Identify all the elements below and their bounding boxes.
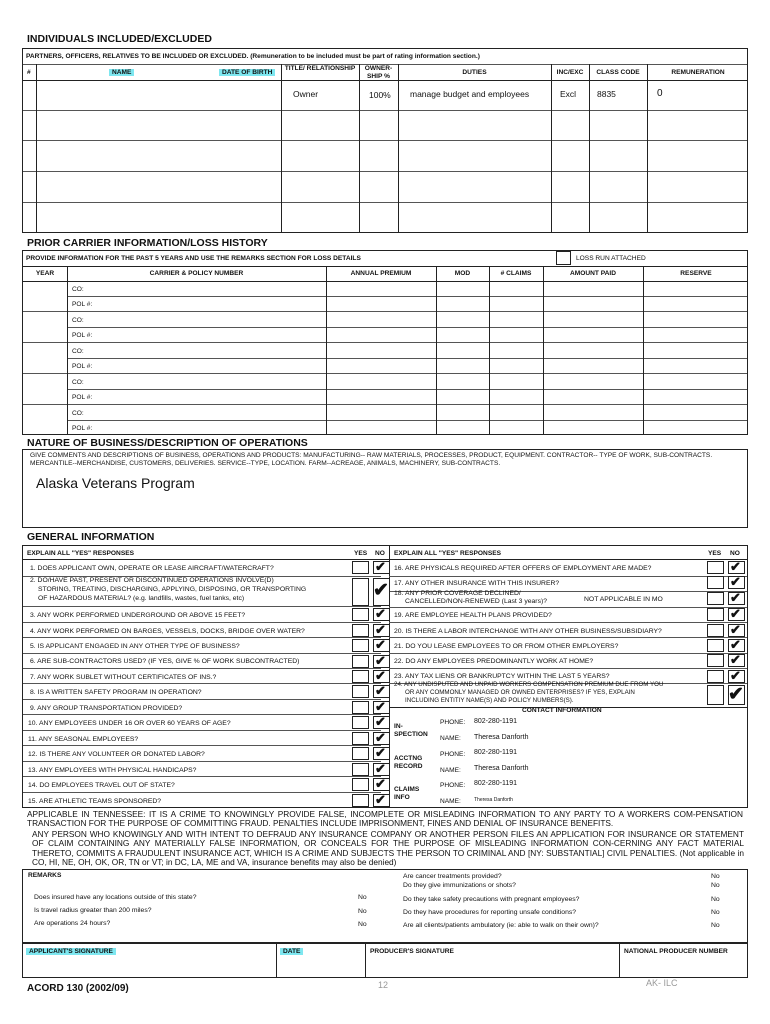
q1-yes-checkbox[interactable] [352, 561, 369, 574]
remark-2-answer: No [358, 908, 367, 915]
remark-3-answer: No [358, 921, 367, 928]
form-code: AK- ILC [646, 978, 678, 988]
q10-label: 10. ANY EMPLOYEES UNDER 16 OR OVER 60 YEARS OF AGE? [28, 720, 231, 727]
q10-yes-checkbox[interactable] [352, 716, 369, 729]
prior-carrier-title: PRIOR CARRIER INFORMATION/LOSS HISTORY [27, 237, 268, 249]
q3-yes-checkbox[interactable] [352, 608, 369, 621]
producer-signature-field[interactable] [370, 958, 610, 976]
row5-pol-label: POL #: [72, 425, 93, 432]
applicant-signature-field[interactable] [30, 958, 270, 976]
q24-label-c: INCLUDING ENTITIY NAME(S) AND POLICY NUMBERS(S). [405, 697, 574, 704]
accounting-name-label: NAME: [440, 767, 461, 774]
row1-title-field[interactable]: Owner [293, 89, 319, 99]
q4-no-checkmark: ✔ [375, 622, 386, 637]
row1-remuneration-field[interactable]: 0 [657, 88, 663, 99]
prior-note: PROVIDE INFORMATION FOR THE PAST 5 YEARS AND USE THE REMARKS SECTION FOR LOSS DETAILS [26, 255, 361, 262]
q13-no-checkmark: ✔ [375, 761, 386, 776]
inspection-label-b: SPECTION [394, 731, 428, 738]
accounting-phone-label: PHONE: [440, 751, 466, 758]
accounting-label-b: RECORD [394, 763, 423, 770]
q15-no-checkmark: ✔ [375, 792, 386, 807]
remark-3: Are operations 24 hours? [34, 920, 111, 927]
q7-yes-checkbox[interactable] [352, 670, 369, 683]
no-right: NO [730, 550, 740, 557]
row1-incexc-field[interactable]: Excl [560, 89, 577, 99]
q3-label: 3. ANY WORK PERFORMED UNDERGROUND OR ABOVE 15 FEET? [30, 612, 246, 619]
remark-5: Do they give immunizations or shots? [403, 882, 516, 889]
q16-label: 16. ARE PHYSICALS REQUIRED AFTER OFFERS OF EMPLOYMENT ARE MADE? [394, 565, 652, 572]
q20-yes-checkbox[interactable] [707, 624, 724, 637]
claims-phone-field[interactable]: 802-280-1191 [474, 780, 518, 787]
contact-title: CONTACT INFORMATION [522, 707, 602, 714]
q5-label: 5. IS APPLICANT ENGAGED IN ANY OTHER TYPE OF BUSINESS? [30, 643, 240, 650]
q12-label: 12. IS THERE ANY VOLUNTEER OR DONATED LABOR? [28, 751, 205, 758]
q20-no-checkmark: ✔ [730, 622, 741, 637]
col-amount-paid: AMOUNT PAID [569, 270, 617, 277]
remark-1-answer: No [358, 894, 367, 901]
remark-8: Are all clients/patients ambulatory (ie: able to walk on their own)? [403, 922, 599, 929]
q18-note: NOT APPLICABLE IN MO [584, 596, 663, 603]
col-num: # [27, 69, 31, 76]
q9-yes-checkbox[interactable] [352, 701, 369, 714]
row2-pol-label: POL #: [72, 332, 93, 339]
q2-yes-checkbox[interactable] [352, 578, 369, 606]
explain-left: EXPLAIN ALL "YES" RESPONSES [27, 550, 135, 557]
q5-no-checkmark: ✔ [375, 637, 386, 652]
q6-no-checkmark: ✔ [375, 653, 386, 668]
general-title: GENERAL INFORMATION [27, 531, 155, 543]
row2-co-label: CO: [72, 317, 84, 324]
remark-4-answer: No [711, 873, 720, 880]
q15-yes-checkbox[interactable] [352, 794, 369, 807]
q4-label: 4. ANY WORK PERFORMED ON BARGES, VESSELS, DOCKS, BRIDGE OVER WATER? [30, 628, 305, 635]
q18-yes-checkbox[interactable] [707, 592, 724, 605]
q1-no-checkmark: ✔ [375, 559, 386, 574]
q7-label: 7. ANY WORK SUBLET WITHOUT CERTIFICATES OF INS.? [30, 674, 217, 681]
q23-label: 23. ANY TAX LIENS OR BANKRUPTCY WITHIN THE LAST 5 YEARS? [394, 673, 610, 680]
q3-no-checkmark: ✔ [375, 606, 386, 621]
q15-label: 15. ARE ATHLETIC TEAMS SPONSORED? [28, 798, 162, 805]
q10-no-checkmark: ✔ [375, 714, 386, 729]
remark-6-answer: No [711, 896, 720, 903]
remarks-box [22, 869, 748, 943]
individuals-note: PARTNERS, OFFICERS, RELATIVES TO BE INCLUDED OR EXCLUDED. (Remuneration to be included must be part of rating information section.) [26, 53, 480, 60]
col-premium: ANNUAL PREMIUM [350, 270, 412, 277]
col-incexc: INC/EXC [556, 69, 584, 76]
producer-signature-label: PRODUCER'S SIGNATURE [370, 948, 454, 955]
q19-label: 19. ARE EMPLOYEE HEALTH PLANS PROVIDED? [394, 612, 552, 619]
remark-5-answer: No [711, 882, 720, 889]
col-remuneration: REMUNERATION [671, 69, 725, 76]
q2-label-a: 2. DO/HAVE PAST, PRESENT OR DISCONTINUED OPERATIONS INVOLVE(D) [30, 577, 274, 584]
remark-4: Are cancer treatments provided? [403, 873, 502, 880]
q16-no-checkmark: ✔ [730, 559, 741, 574]
inspection-phone-label: PHONE: [440, 719, 466, 726]
q9-no-checkmark: ✔ [375, 699, 386, 714]
q23-yes-checkbox[interactable] [707, 670, 724, 683]
q18-label-b: CANCELLED/NON-RENEWED (Last 3 years)? [405, 598, 548, 605]
q8-label: 8. IS A WRITTEN SAFETY PROGRAM IN OPERATION? [30, 689, 202, 696]
q2-label-c: OF HAZARDOUS MATERIAL? (e.g. landfills, wastes, fuel tanks, etc) [38, 595, 245, 602]
q20-label: 20. IS THERE A LABOR INTERCHANGE WITH ANY OTHER BUSINESS/SUBSIDIARY? [394, 628, 662, 635]
col-carrier: CARRIER & POLICY NUMBER [149, 270, 244, 277]
q24-label-a: 24. ANY UNDISPUTED AND UNPAID WORKERS COMPENSATION PREMIUM DUE FROM YOU [394, 681, 664, 688]
applicant-signature-label: APPLICANT'S SIGNATURE [26, 948, 116, 955]
inspection-name-label: NAME: [440, 735, 461, 742]
col-claims: # CLAIMS [500, 270, 532, 277]
q12-no-checkmark: ✔ [375, 745, 386, 760]
q11-label: 11. ANY SEASONAL EMPLOYEES? [28, 736, 139, 743]
inspection-phone-field[interactable]: 802-280-1191 [474, 718, 518, 725]
q16-yes-checkbox[interactable] [707, 561, 724, 574]
page-number: 12 [378, 980, 389, 990]
q24-yes-checkbox[interactable] [707, 685, 724, 705]
row5-co-label: CO: [72, 410, 84, 417]
remark-8-answer: No [711, 922, 720, 929]
row1-classcode-field[interactable]: 8835 [597, 89, 616, 99]
npn-label: NATIONAL PRODUCER NUMBER [624, 948, 728, 955]
form-id: ACORD 130 (2002/09) [27, 983, 129, 994]
remark-7-answer: No [711, 909, 720, 916]
col-dob: DATE OF BIRTH [219, 69, 275, 76]
remark-6: Do they take safety precautions with pregnant employees? [403, 896, 580, 903]
inspection-label-a: IN- [394, 723, 403, 730]
nature-box [22, 449, 748, 528]
q13-yes-checkbox[interactable] [352, 763, 369, 776]
fraud-warning: ANY PERSON WHO KNOWINGLY AND WITH INTENT TO DEFRAUD ANY INSURANCE COMPANY OR ANOTHER PERSON FILES AN APPLICATION FOR INSURANCE OR STATEMENT OF CLAIM CONTAINING ANY MATERIALLY FALSE INFORMATION, OR CONCEALS FOR THE PURPOSE OF MISLEADING INFORMATION CON-CERNING ANY FACT MATERIAL THERETO, COMMITS A FRAUDULENT INSURANCE ACT, WHICH IS A CRIME AND SUBJECTS THE PERSON TO CRIMINAL AND [NY: SUBSTANTIAL] CIVIL PENALTIES. (Not applicable in CO, HI, NE, OH, OK, OR, TN or VT; in DC, LA, ME and VA, insurance benefits may also be denied) [32, 829, 744, 868]
inspection-name-field[interactable]: Theresa Danforth [474, 734, 529, 741]
q24-label-b: OR ANY COMMONLY MANAGED OR OWNED ENTERPRISES? IF YES, EXPLAIN [405, 689, 635, 696]
q6-label: 6. ARE SUB-CONTRACTORS USED? (IF YES, GIVE % OF WORK SUBCONTRACTED) [30, 658, 300, 665]
q18-no-checkmark: ✔ [730, 590, 741, 605]
q22-no-checkmark: ✔ [730, 652, 741, 667]
loss-run-label: LOSS RUN ATTACHED [576, 255, 646, 262]
col-duties: DUTIES [462, 69, 487, 76]
nature-note: GIVE COMMENTS AND DESCRIPTIONS OF BUSINESS, OPERATIONS AND PRODUCTS: MANUFACTURING-- RAW MATERIALS, PROCESSES, PRODUCT, EQUIPMENT. CONTRACTOR-- TYPE OF WORK, SUB-CONTRACTS. MERCANTILE--MERCHANDISE, CUSTOMERS, DELIVERIES. SERVICE--TYPE, LOCATION. FARM--ACREAGE, ANIMALS, MACHINERY, SUB-CONTRACTS. [30, 452, 713, 467]
q9-label: 9. ANY GROUP TRANSPORTATION PROVIDED? [30, 705, 183, 712]
accounting-label-a: ACCTNG [394, 755, 423, 762]
row3-pol-label: POL #: [72, 363, 93, 370]
q13-label: 13. ANY EMPLOYEES WITH PHYSICAL HANDICAPS? [28, 767, 197, 774]
row4-pol-label: POL #: [72, 394, 93, 401]
col-mod: MOD [454, 270, 471, 277]
q19-no-checkmark: ✔ [730, 606, 741, 621]
q4-yes-checkbox[interactable] [352, 624, 369, 637]
row1-duties-field[interactable]: manage budget and employees [410, 89, 530, 99]
q2-no-checkmark: ✔ [373, 580, 389, 601]
col-year: YEAR [35, 270, 55, 277]
claims-label-b: INFO [394, 794, 410, 801]
tennessee-warning: APPLICABLE IN TENNESSEE: IT IS A CRIME TO KNOWINGLY PROVIDE FALSE, INCOMPLETE OR MISLEADING INFORMATION TO ANY PARTY TO A WORKERS COM-PENSATION TRANSACTION FOR THE PURPOSE OF COMMITTING FRAUD. PENALTIES INCLUDE IMPRISONMENT, FINES AND DENIAL OF INSURANCE BENEFITS. [27, 809, 743, 829]
accounting-phone-field[interactable]: 802-280-1191 [474, 749, 518, 756]
col-name: NAME [109, 69, 134, 76]
row3-co-label: CO: [72, 348, 84, 355]
row1-co-label: CO: [72, 286, 84, 293]
loss-run-checkbox[interactable] [556, 251, 571, 265]
prior-carrier-table [22, 250, 748, 435]
q17-no-checkmark: ✔ [730, 574, 741, 589]
individuals-table [22, 48, 748, 233]
q14-label: 14. DO EMPLOYEES TRAVEL OUT OF STATE? [28, 782, 175, 789]
q23-no-checkmark: ✔ [730, 668, 741, 683]
q21-no-checkmark: ✔ [730, 637, 741, 652]
q21-yes-checkbox[interactable] [707, 639, 724, 652]
claims-label-a: CLAIMS [394, 786, 420, 793]
q14-yes-checkbox[interactable] [352, 778, 369, 791]
row1-ownership-field[interactable]: 100% [369, 90, 391, 100]
yes-right: YES [708, 550, 722, 557]
yes-left: YES [354, 550, 368, 557]
claims-name-label: NAME: [440, 798, 461, 805]
col-classcode: CLASS CODE [596, 69, 640, 76]
q11-no-checkmark: ✔ [375, 730, 386, 745]
q17-label: 17. ANY OTHER INSURANCE WITH THIS INSURER? [394, 580, 560, 587]
q21-label: 21. DO YOU LEASE EMPLOYEES TO OR FROM OTHER EMPLOYERS? [394, 643, 619, 650]
q11-yes-checkbox[interactable] [352, 732, 369, 745]
date-field[interactable] [280, 958, 360, 976]
explain-right: EXPLAIN ALL "YES" RESPONSES [394, 550, 502, 557]
q17-yes-checkbox[interactable] [707, 576, 724, 589]
q6-yes-checkbox[interactable] [352, 655, 369, 668]
claims-phone-label: PHONE: [440, 782, 466, 789]
q12-yes-checkbox[interactable] [352, 747, 369, 760]
remark-7: Do they have procedures for reporting unsafe conditions? [403, 909, 577, 916]
q22-label: 22. DO ANY EMPLOYEES PREDOMINANTLY WORK AT HOME? [394, 658, 594, 665]
q22-yes-checkbox[interactable] [707, 654, 724, 667]
q24-no-checkmark: ✔ [728, 684, 744, 705]
q2-label-b: STORING, TREATING, DISCHARGING, APPLYING, DISPOSING, OR TRANSPORTING [38, 586, 307, 593]
individuals-title: INDIVIDUALS INCLUDED/EXCLUDED [27, 33, 212, 45]
accounting-name-field[interactable]: Theresa Danforth [474, 765, 529, 772]
claims-name-field[interactable]: Theresa Danforth [474, 797, 513, 803]
remarks-title: REMARKS [28, 872, 62, 879]
q8-no-checkmark: ✔ [375, 683, 386, 698]
no-left: NO [375, 550, 385, 557]
nature-title: NATURE OF BUSINESS/DESCRIPTION OF OPERATIONS [27, 437, 308, 449]
q14-no-checkmark: ✔ [375, 776, 386, 791]
row4-co-label: CO: [72, 379, 84, 386]
q18-label-a: 18. ANY PRIOR COVERAGE DECLINED/ [394, 590, 521, 597]
npn-field[interactable] [624, 958, 744, 976]
col-ownership: OWNER- SHIP % [364, 65, 393, 80]
remark-2: Is travel radius greater than 200 miles? [34, 907, 152, 914]
col-title: TITLE/ RELATIONSHIP [284, 65, 356, 72]
remark-1: Does insured have any locations outside of this state? [34, 894, 197, 901]
row1-pol-label: POL #: [72, 301, 93, 308]
q19-yes-checkbox[interactable] [707, 608, 724, 621]
q1-label: 1. DOES APPLICANT OWN, OPERATE OR LEASE AIRCRAFT/WATERCRAFT? [30, 565, 274, 572]
col-reserve: RESERVE [680, 270, 712, 277]
q7-no-checkmark: ✔ [375, 668, 386, 683]
q5-yes-checkbox[interactable] [352, 639, 369, 652]
date-label: DATE [280, 948, 303, 955]
nature-description-field[interactable]: Alaska Veterans Program [36, 475, 195, 491]
q8-yes-checkbox[interactable] [352, 685, 369, 698]
